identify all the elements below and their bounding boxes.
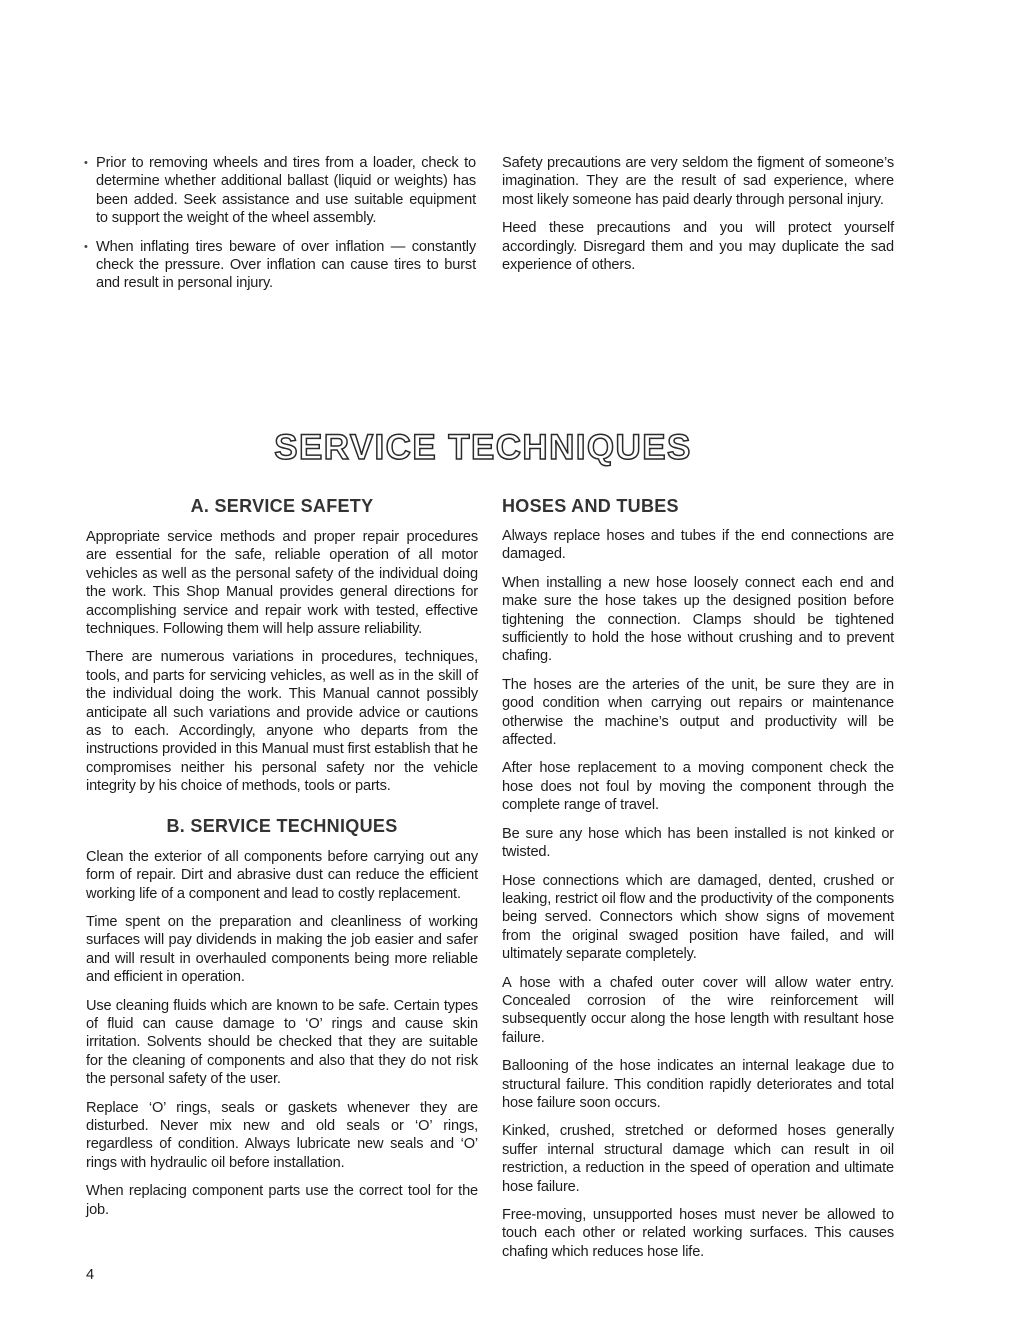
paragraph: When replacing component parts use the correct tool for the job. <box>86 1183 478 1218</box>
left-column <box>86 496 478 1219</box>
tire-safety-bullets <box>84 154 476 293</box>
page-number: 4 <box>86 1267 94 1283</box>
paragraph: Be sure any hose which has been installed is not kinked or twisted. <box>502 825 894 861</box>
hoses-heading: HOSES AND TUBES <box>502 496 679 516</box>
page-title: SERVICE TECHNIQUES <box>274 428 692 467</box>
paragraph: Safety precautions are very seldom the figment of someone’s imagination. They are the result of sad experience, where most likely someone has paid dearly through personal injury. <box>502 155 894 208</box>
paragraph: There are numerous variations in procedures, techniques, tools, and parts for servicing vehicles, as well as in the skill of the individual doing the work. This Manual cannot possibly anticipate all such variations and provide advice or cautions as to each. Accordingly, anyone who departs from the instructions provided in this Manual must first establish that he compromises neither his personal safety nor the vehicle integrity by his choice of methods, tools or parts. <box>86 649 478 795</box>
paragraph: A hose with a chafed outer cover will allow water entry. Concealed corrosion of the wire reinforcement will subsequently occur along the hose length with resultant hose failure. <box>502 974 894 1046</box>
paragraph: Ballooning of the hose indicates an internal leakage due to structural failure. This condition rapidly deteriorates and total hose failure soon occurs. <box>502 1058 894 1111</box>
paragraph: Appropriate service methods and proper repair procedures are essential for the safe, reliable operation of all motor vehicles as well as the personal safety of the individual doing the work. This Shop Manual provides general directions for accomplishing service and repair work with tested, effective techniques. Following them will help assure reliability. <box>86 529 478 638</box>
section-b-heading: B. SERVICE TECHNIQUES <box>166 815 398 836</box>
paragraph: Heed these precautions and you will protect yourself accordingly. Disregard them and you may duplicate the sad experience of others. <box>502 220 894 274</box>
paragraph: Hose connections which are damaged, dented, crushed or leaking, restrict oil flow and the productivity of the components being served. Connectors which show signs of movement from the original swaged position have failed, and will ultimately separate completely. <box>502 872 894 963</box>
paragraph: Free-moving, unsupported hoses must never be allowed to touch each other or related working surfaces. This causes chafing which reduces hose life. <box>502 1207 894 1260</box>
paragraph: When installing a new hose loosely connect each end and make sure the hose takes up the designed position before tightening the connection. Clamps should be tightened sufficiently to hold the hose without crushing and to prevent chafing. <box>502 574 894 665</box>
safety-precautions-note <box>502 154 894 274</box>
paragraph: Clean the exterior of all components before carrying out any form of repair. Dirt and abrasive dust can reduce the efficient working life of a component and lead to costly replacement. <box>86 848 478 902</box>
bullet-item: • Prior to removing wheels and tires from a loader, check to determine whether additional ballast (liquid or weights) has been added. Seek assistance and use suitable equipment to support the weight of the wheel assembly. <box>84 154 476 228</box>
paragraph: Use cleaning fluids which are known to be safe. Certain types of fluid can cause damage to ‘O’ rings and cause skin irritation. Solvents should be checked that they are suitable for the cleaning of components and also that they do not risk the personal safety of the user. <box>86 997 478 1088</box>
paragraph: The hoses are the arteries of the unit, be sure they are in good condition when carrying out repairs or maintenance otherwise the machine’s output and productivity will be affected. <box>502 676 894 749</box>
paragraph: Replace ‘O’ rings, seals or gaskets whenever they are disturbed. Never mix new and old seals or ‘O’ rings, regardless of condition. Always lubricate new seals and ‘O’ rings with hydraulic oil before installation. <box>86 1099 478 1171</box>
paragraph: Kinked, crushed, stretched or deformed hoses generally suffer internal structural damage which can result in oil restriction, a reduction in the speed of operation and ultimate hose failure. <box>502 1123 894 1195</box>
paragraph: After hose replacement to a moving component check the hose does not foul by moving the component through the complete range of travel. <box>502 760 894 814</box>
right-column <box>502 496 894 1261</box>
paragraph: Time spent on the preparation and cleanliness of working surfaces will pay dividends in making the job easier and safer and will result in overhauled components being more reliable and efficient in operation. <box>86 913 478 986</box>
section-a-heading: A. SERVICE SAFETY <box>190 496 374 516</box>
paragraph: Always replace hoses and tubes if the end connections are damaged. <box>502 528 894 563</box>
bullet-item: • When inflating tires beware of over inflation — constantly check the pressure. Over inflation can cause tires to burst and result in personal injury. <box>84 238 476 293</box>
